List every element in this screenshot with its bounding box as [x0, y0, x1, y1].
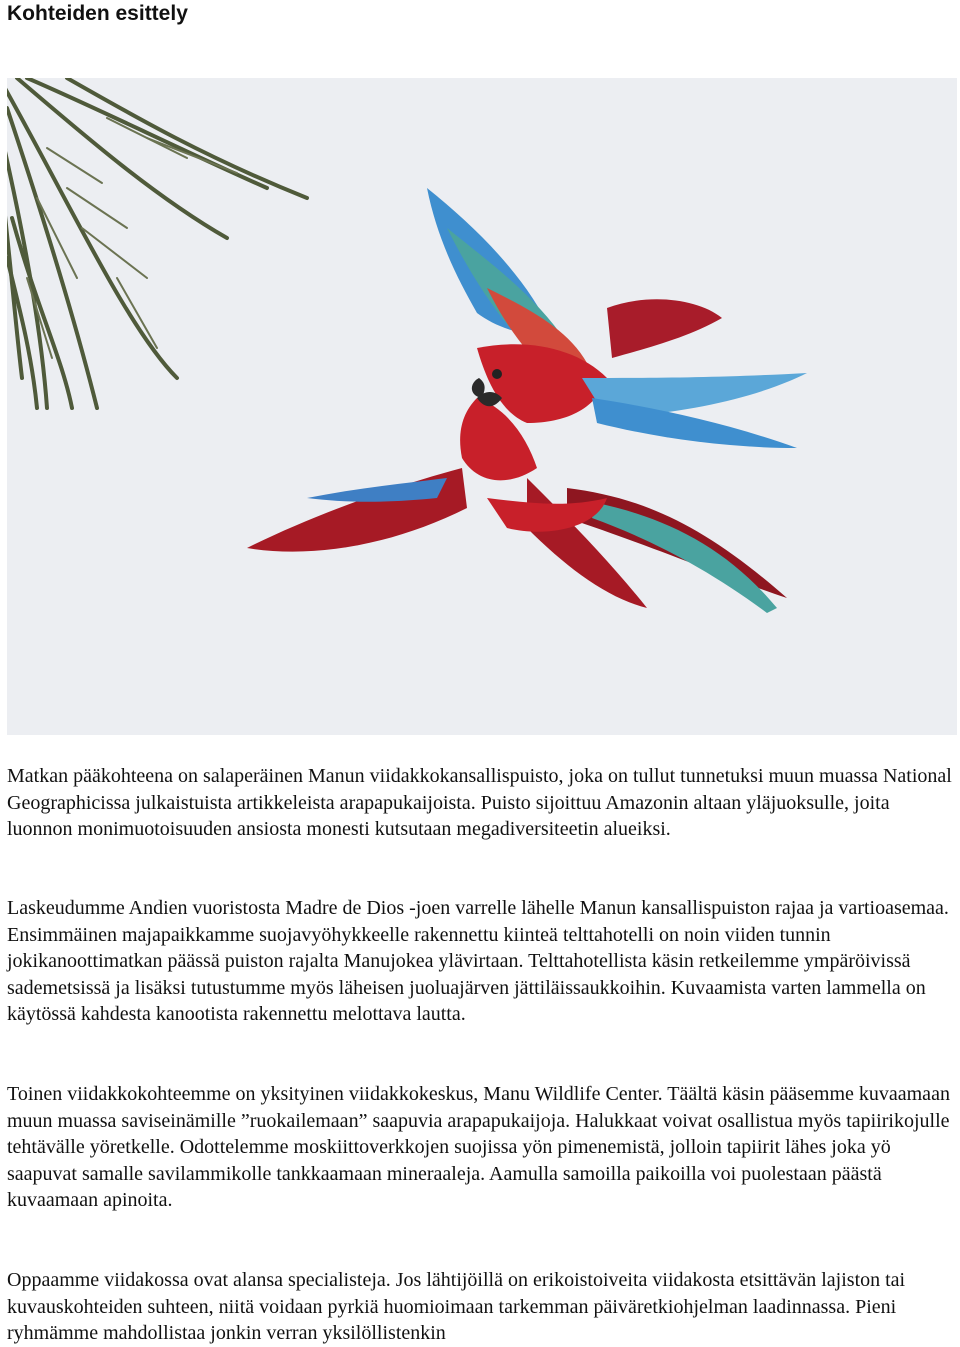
paragraph-intro: Matkan pääkohteena on salaperäinen Manun viidakkokansallispuisto, joka on tullut tunnetuksi muun muassa National Geographicissa julkaistuista artikkeleista arapapukaijoista. Puisto sijoittuu Amazonin altaan yläjuoksulle, joita luonnon monimuotoisuuden ansiosta monesti kutsutaan megadiversiteetin alueiksi. [7, 765, 952, 840]
page-title: Kohteiden esittely [7, 2, 188, 25]
paragraph-wildlife-center: Toinen viidakkokohteemme on yksityinen viidakkokeskus, Manu Wildlife Center. Täältä käsin pääsemme kuvaamaan muun muassa saviseinämille ”ruokailemaan” saapuvia arapapukaijoja. Halukkaat voivat osallistua myös tapiirikojulle tehtävälle yöretkelle. Odottelemme moskiittoverkkojen suojissa yön pimenemistä, jolloin tapiirit lähes joka yö saapuvat samalle savilammikolle tankkaamaan mineraaleja. Aamulla samoilla paikoilla voi puolestaan päästä kuvaamaan apinoita. [7, 1083, 950, 1211]
macaw-photo-icon [7, 78, 957, 735]
paragraph-guides: Oppaamme viidakossa ovat alansa specialisteja. Jos lähtijöillä on erikoistoiveita viidakosta etsittävän lajiston tai kuvauskohteiden suhteen, niitä voidaan pyrkiä huomioimaan tarkemman päiväretkiohjelman laadinnassa. Pieni ryhmämme mahdollistaa jonkin verran yksilöllistenkin [7, 1269, 906, 1344]
paragraph-andes: Laskeudumme Andien vuoristosta Madre de Dios -joen varrelle lähelle Manun kansallispuiston rajaa ja vartioasemaa. Ensimmäinen majapaikkamme suojavyöhykkeelle rakennettu kiinteä telttahotelli on noin viiden tunnin jokikanoottimatkan päässä puiston rajalta Manujokea ylävirtaan. Telttahotellista käsin retkeilemme ympäröivissä sademetsissä ja lisäksi tutustumme myös läheisen juoluajärven jättiläissaukkoihin. Kuvaamista varten lammella on käytössä kahdesta kanootista rakennettu melottava lautta. [7, 897, 949, 1025]
macaw-photo [7, 78, 957, 735]
